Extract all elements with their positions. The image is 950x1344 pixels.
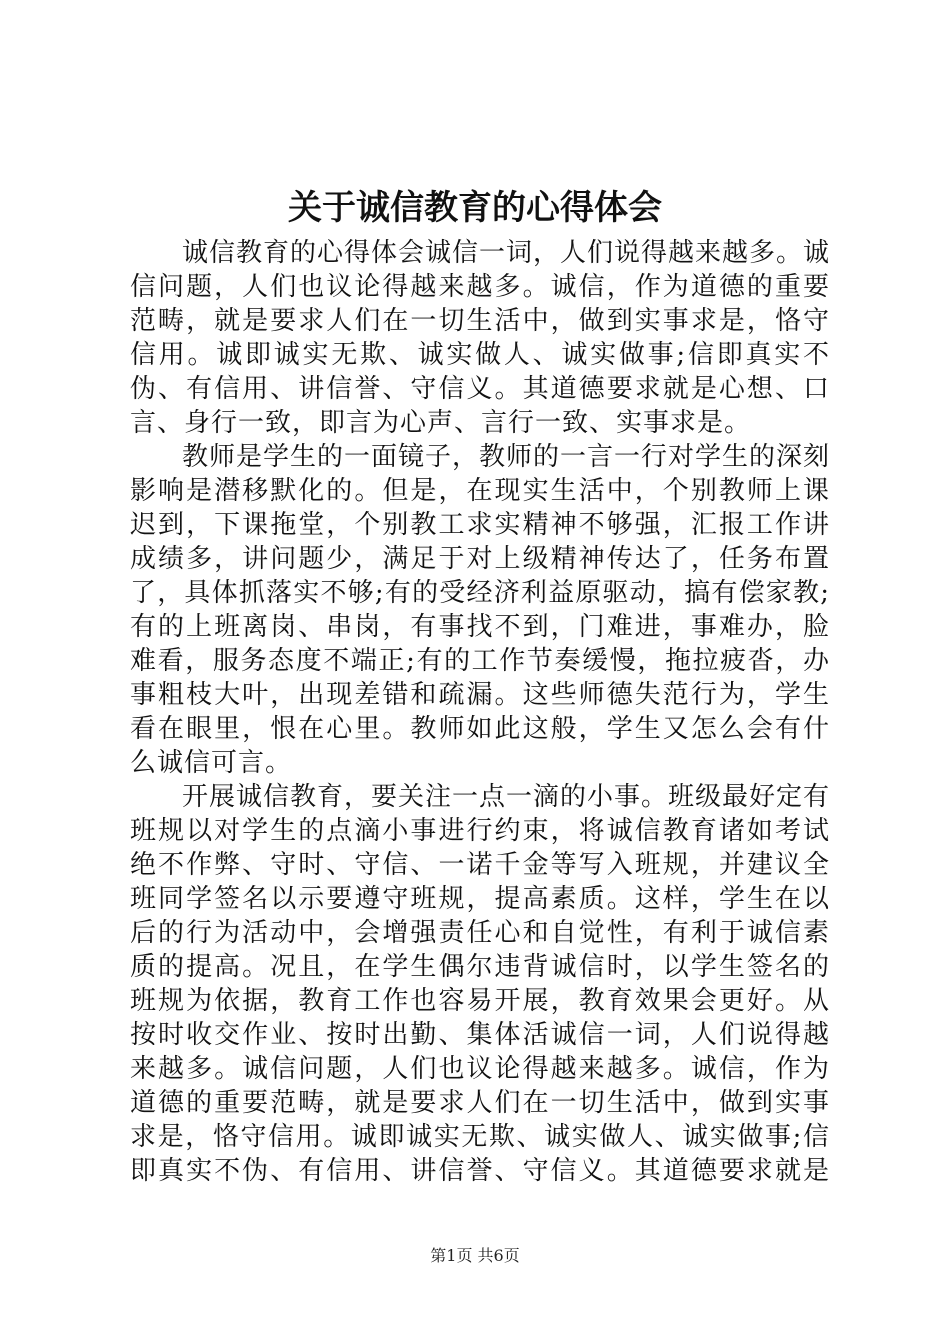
document-body <box>130 236 830 1188</box>
paragraph: 开展诚信教育，要关注一点一滴的小事。班级最好定有班规以对学生的点滴小事进行约束，将诚信教育诸如考试绝不作弊、守时、守信、一诺千金等写入班规，并建议全班同学签名以示要遵守班规，提高素质。这样，学生在以后的行为活动中，会增强责任心和自觉性，有利于诚信素质的提高。况且，在学生偶尔违背诚信时，以学生签名的班规为依据，教育工作也容易开展，教育效果会更好。从按时收交作业、按时出勤、集体活诚信一词，人们说得越来越多。诚信问题，人们也议论得越来越多。诚信，作为道德的重要范畴，就是要求人们在一切生活中，做到实事求是，恪守信用。诚即诚实无欺、诚实做人、诚实做事;信即真实不伪、有信用、讲信誉、守信义。其道德要求就是 <box>130 782 830 1186</box>
document-title: 关于诚信教育的心得体会 <box>288 188 662 228</box>
paragraph: 教师是学生的一面镜子，教师的一言一行对学生的深刻影响是潜移默化的。但是，在现实生活中，个别教师上课迟到，下课拖堂，个别教工求实精神不够强，汇报工作讲成绩多，讲问题少，满足于对上级精神传达了，任务布置了，具体抓落实不够;有的受经济利益原驱动，搞有偿家教;有的上班离岗、串岗，有事找不到，门难进，事难办，脸难看，服务态度不端正;有的工作节奏缓慢，拖拉疲沓，办事粗枝大叶，出现差错和疏漏。这些师德失范行为，学生看在眼里，恨在心里。教师如此这般，学生又怎么会有什么诚信可言。 <box>130 442 830 778</box>
paragraph: 诚信教育的心得体会诚信一词，人们说得越来越多。诚信问题，人们也议论得越来越多。诚信，作为道德的重要范畴，就是要求人们在一切生活中，做到实事求是，恪守信用。诚即诚实无欺、诚实做人、诚实做事;信即真实不伪、有信用、讲信誉、守信义。其道德要求就是心想、口言、身行一致，即言为心声、言行一致、实事求是。 <box>130 238 830 438</box>
page-footer: 第1页 共6页 <box>430 1246 520 1265</box>
